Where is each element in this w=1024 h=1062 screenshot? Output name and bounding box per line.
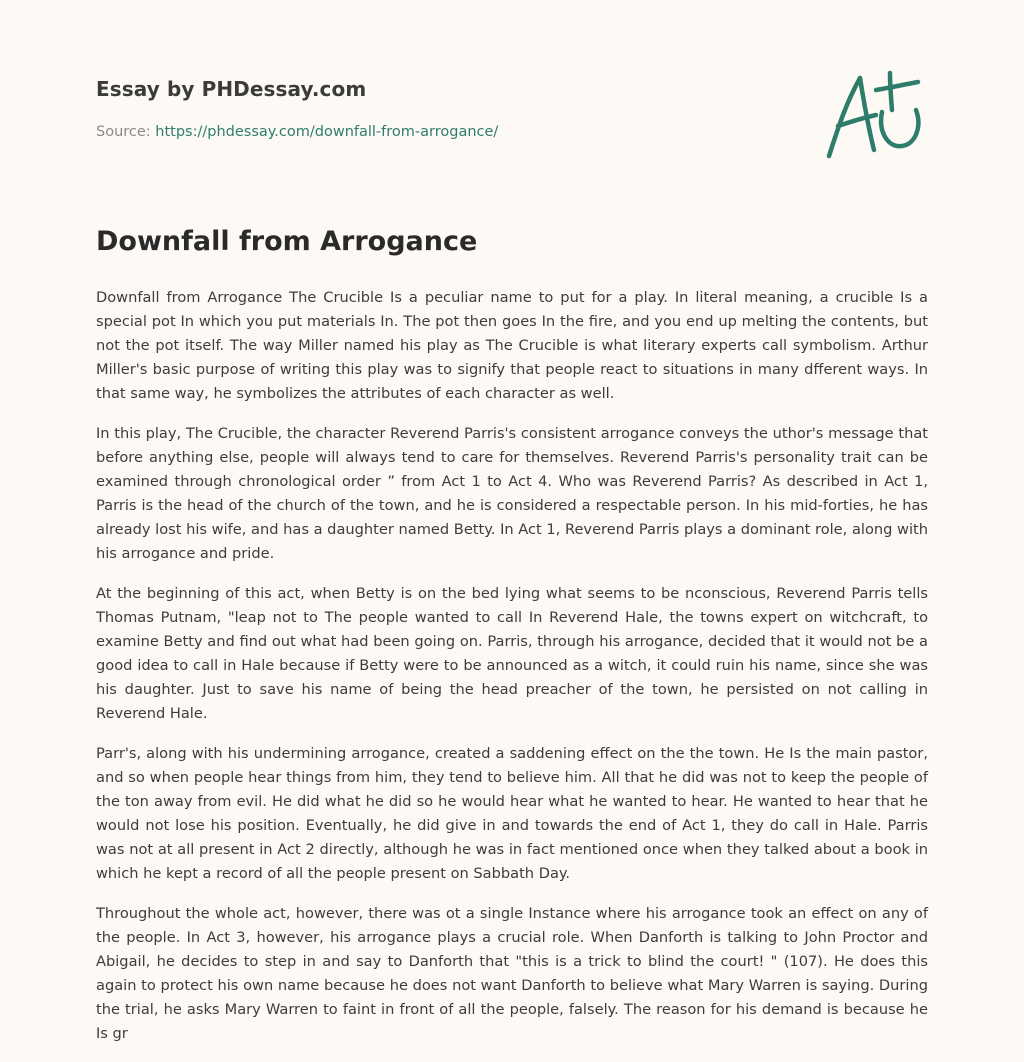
- site-brand: Essay by PHDessay.com: [96, 77, 367, 101]
- essay-body: [96, 286, 928, 1062]
- source-link[interactable]: https://phdessay.com/downfall-from-arrogance/: [155, 124, 499, 140]
- essay-paragraph: At the beginning of this act, when Betty is on the bed lying what seems to be nconscious, Reverend Parris tells Thomas Putnam, "leap not to The people wanted to call In Reverend Hale, the towns expert on witchcraft, to examine Betty and find out what had been going on. Parris, through his arrogance, decided that it would not be a good idea to call in Hale because if Betty were to be announced as a witch, it could ruin his name, since she was his daughter. Just to save his name of being the head preacher of the town, he persisted on not calling in Reverend Hale.: [96, 585, 928, 722]
- essay-paragraph: Parr's, along with his undermining arrogance, created a saddening effect on the the town. He Is the main pastor, and so when people hear things from him, they tend to believe him. All that he did was not to keep the people of the ton away from evil. He did what he did so he would hear what he wanted to hear. He wanted to hear that he would not lose his position. Eventually, he did give in and towards the end of Act 1, they do call in Hale. Parris was not at all present in Act 2 directly, although he was in fact mentioned once when they talked about a book in which he kept a record of all the people present on Sabbath Day.: [96, 745, 928, 882]
- essay-paragraph: Downfall from Arrogance The Crucible Is a peculiar name to put for a play. In literal meaning, a crucible Is a special pot In which you put materials In. The pot then goes In the fire, and you end up melting the contents, but not the pot itself. The way Miller named his play as The Crucible is what literary experts call symbolism. Arthur Miller's basic purpose of writing this play was to signify that people react to situations in many dfferent ways. In that same way, he symbolizes the attributes of each character as well.: [96, 289, 928, 402]
- essay-paragraph: Throughout the whole act, however, there was ot a single Instance where his arrogance took an effect on any of the people. In Act 3, however, his arrogance plays a crucial role. When Danforth is talking to John Proctor and Abigail, he decides to step in and say to Danforth that "this is a trick to blind the court! " (107). He does this again to protect his own name because he does not want Danforth to believe what Mary Warren is saying. During the trial, he asks Mary Warren to faint in front of all the people, falsely. The reason for his demand is because he Is gr: [96, 905, 928, 1042]
- essay-title: Downfall from Arrogance: [96, 226, 478, 257]
- page-header: [96, 0, 928, 200]
- a-plus-logo-icon: [824, 68, 924, 164]
- essay-paragraph: In this play, The Crucible, the character Reverend Parris's consistent arrogance conveys the uthor's message that before anything else, people will always tend to care for themselves. Reverend Parris's personality trait can be examined through chronological order ” from Act 1 to Act 4. Who was Reverend Parris? As described in Act 1, Parris is the head of the church of the town, and he is considered a respectable person. In his mid-forties, he has already lost his wife, and has a daughter named Betty. In Act 1, Reverend Parris plays a dominant role, along with his arrogance and pride.: [96, 425, 928, 562]
- essay-page: [96, 0, 928, 1042]
- source-line: [96, 124, 498, 140]
- source-label: Source:: [96, 124, 151, 140]
